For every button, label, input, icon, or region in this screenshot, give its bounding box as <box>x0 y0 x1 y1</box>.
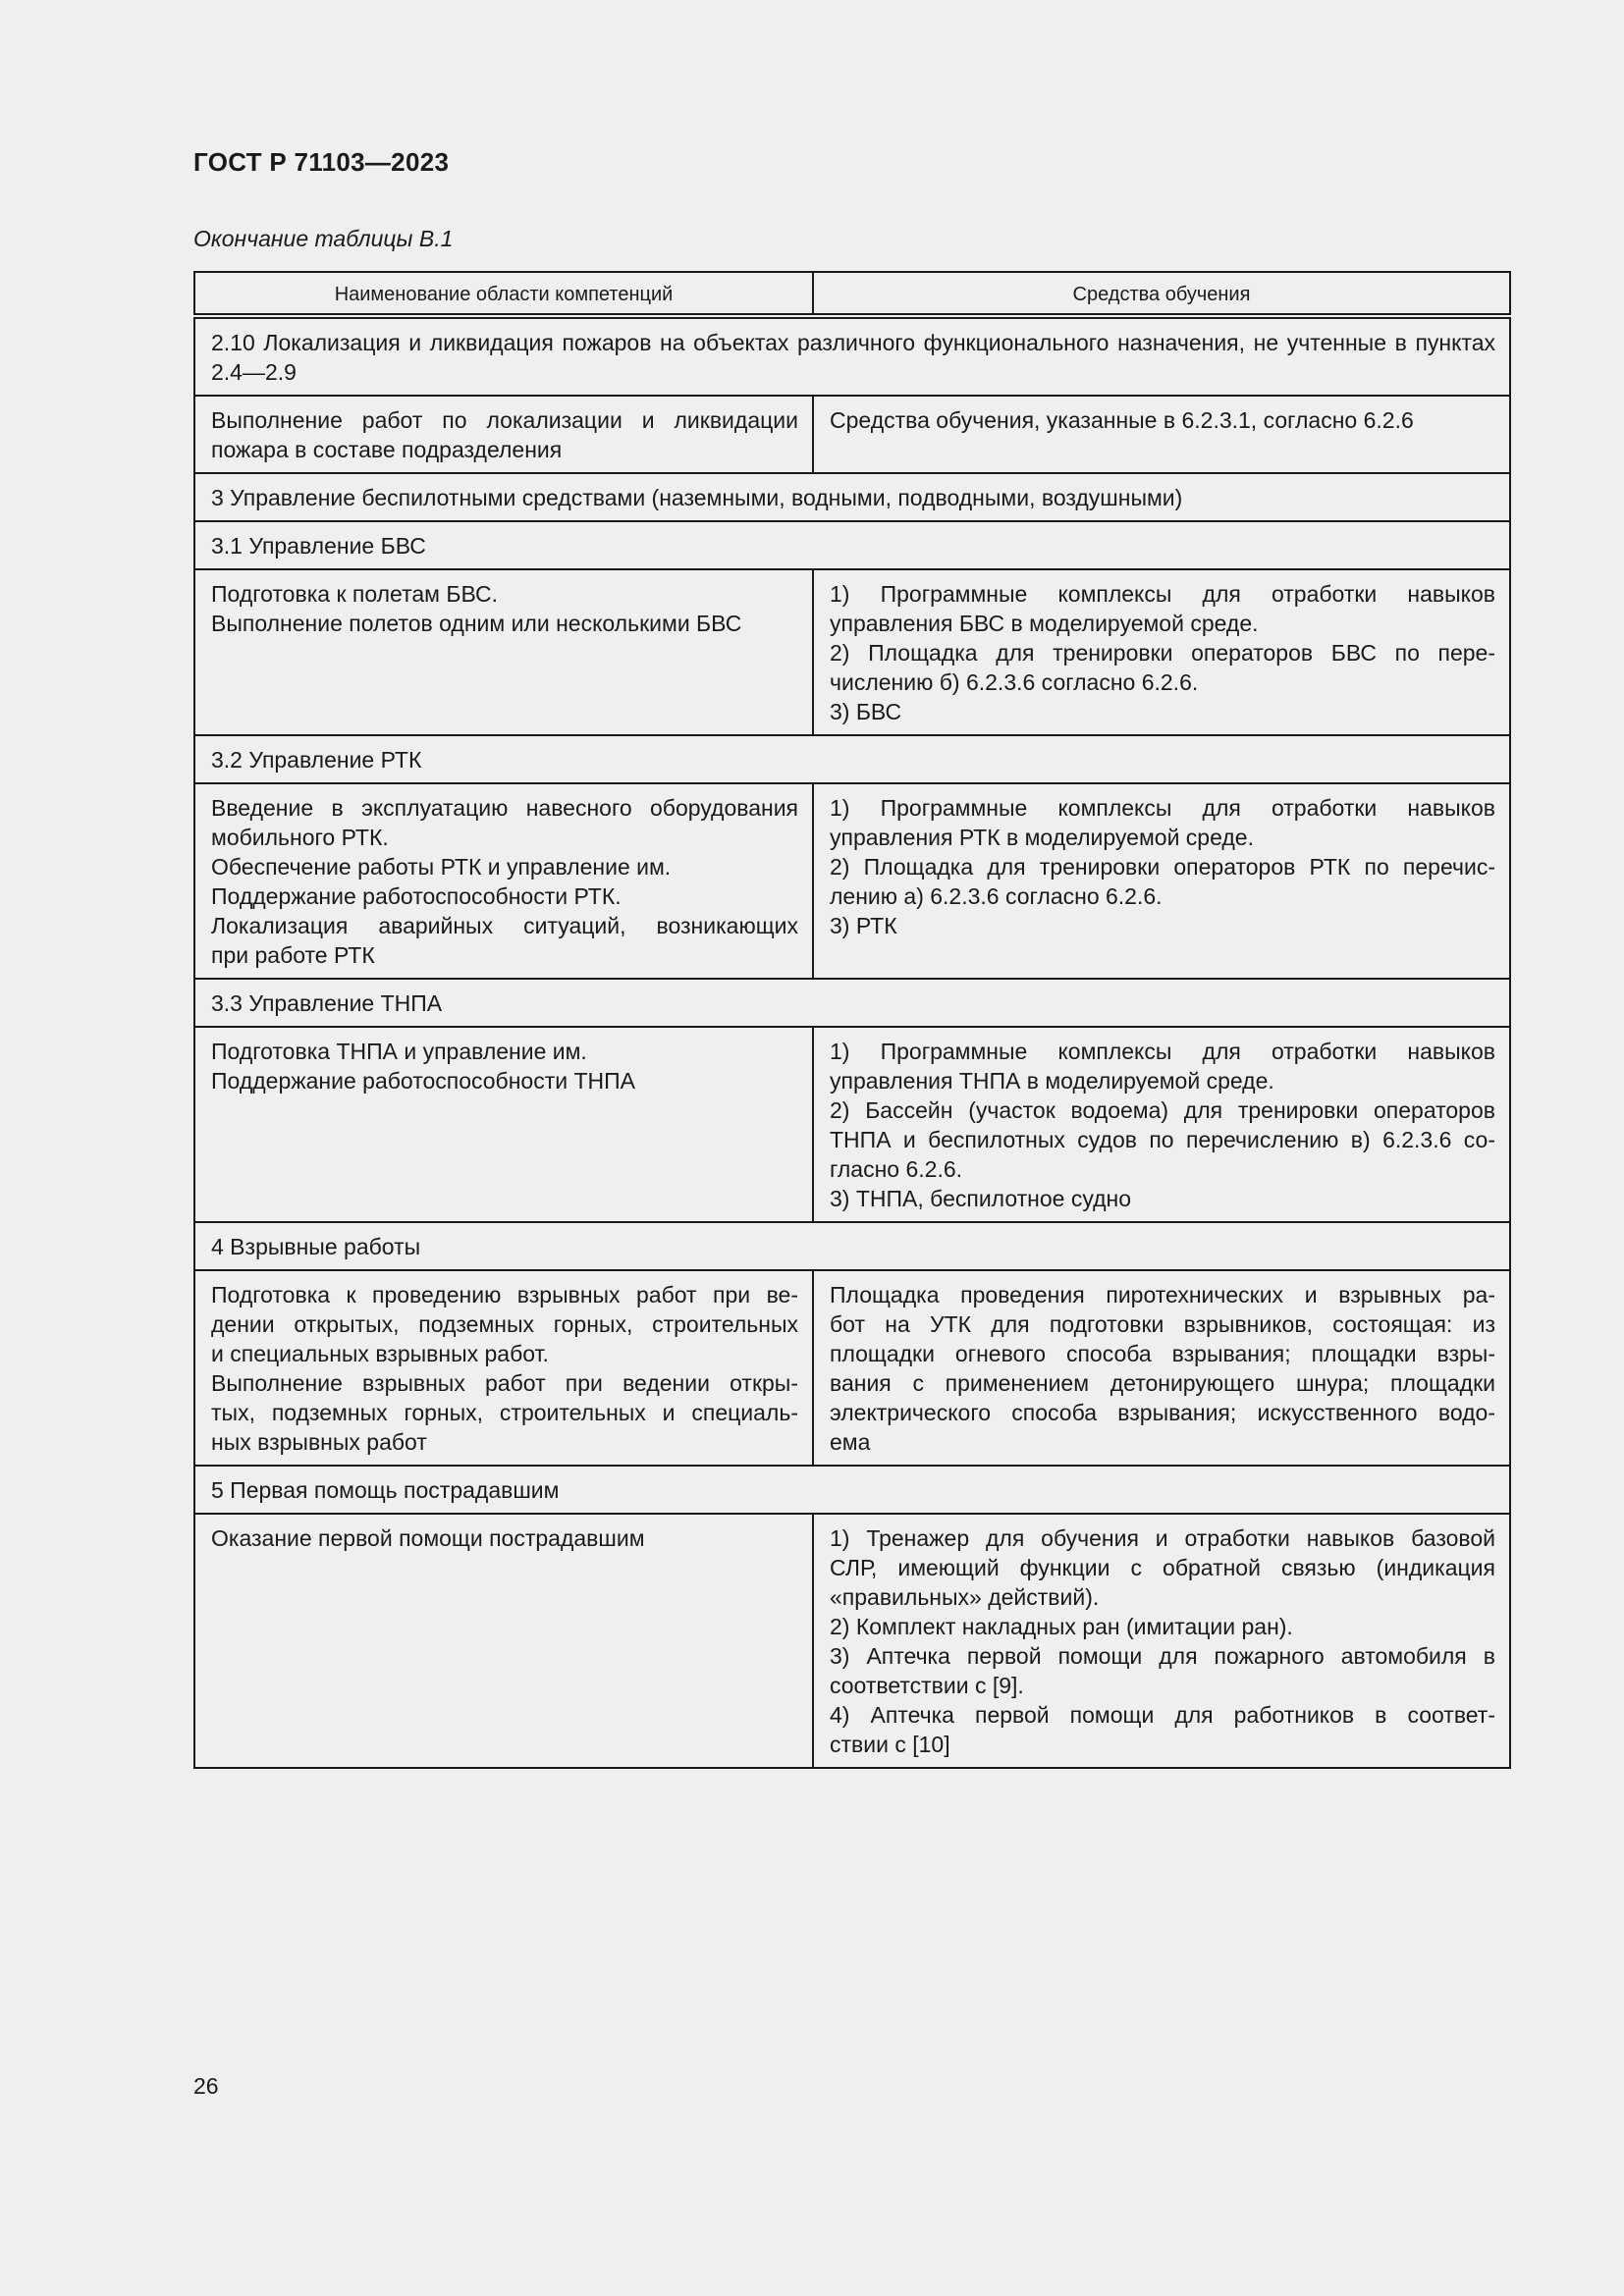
section-3-3-title: 3.3 Управление ТНПА <box>194 979 1510 1027</box>
text-line: Выполнение полетов одним или несколькими БВС <box>211 611 742 636</box>
page-number: 26 <box>193 2073 219 2099</box>
section-row <box>194 316 1510 396</box>
section-row <box>194 1222 1510 1270</box>
text-line: ствии с [10] <box>830 1732 950 1757</box>
text-line: 3) Аптечка первой помощи для пожарного автомобиля в <box>830 1643 1495 1669</box>
competence-cell <box>194 1027 813 1222</box>
text-line: управления РТК в моделируемой среде. <box>830 825 1254 850</box>
competence-cell: Оказание первой помощи пострадавшим <box>194 1514 813 1768</box>
competence-cell: Выполнение работ по локализации и ликвидации пожара в составе подразделения <box>194 396 813 473</box>
text-line: Подготовка к полетам БВС. <box>211 581 499 607</box>
text-line: 1) Тренажер для обучения и отработки навыков базовой <box>830 1525 1495 1551</box>
column-header-means: Средства обучения <box>813 272 1510 316</box>
section-row <box>194 979 1510 1027</box>
text-line: Выполнение взрывных работ при ведении откры- <box>211 1370 798 1396</box>
section-3-1-title: 3.1 Управление БВС <box>194 521 1510 569</box>
table-row <box>194 1027 1510 1222</box>
text-line: Введение в эксплуатацию навесного оборудования <box>211 795 798 821</box>
table-row <box>194 569 1510 735</box>
text-line: лению а) 6.2.3.6 согласно 6.2.6. <box>830 883 1163 909</box>
text-line: управления ТНПА в моделируемой среде. <box>830 1068 1274 1094</box>
text-line: 2) Площадка для тренировки операторов БВС по пере- <box>830 640 1495 666</box>
text-line: ема <box>830 1429 871 1455</box>
text-line: 3) РТК <box>830 913 897 938</box>
text-line: соответствии с [9]. <box>830 1673 1024 1698</box>
text-line: СЛР, имеющий функции с обратной связью (индикация <box>830 1555 1495 1580</box>
section-3-2-title: 3.2 Управление РТК <box>194 735 1510 783</box>
column-header-competence: Наименование области компетенций <box>194 272 813 316</box>
text-line: Поддержание работоспособности ТНПА <box>211 1068 636 1094</box>
section-5-title: 5 Первая помощь пострадавшим <box>194 1466 1510 1514</box>
text-line: электрического способа взрывания; искусственного водо- <box>830 1400 1495 1425</box>
text-line: мобильного РТК. <box>211 825 389 850</box>
document-title: ГОСТ Р 71103—2023 <box>193 147 450 177</box>
text-line: 2) Площадка для тренировки операторов РТК по перечис- <box>830 854 1495 880</box>
text-line: бот на УТК для подготовки взрывников, состоящая: из <box>830 1311 1495 1337</box>
text-line: вания с применением детонирующего шнура; площадки <box>830 1370 1495 1396</box>
means-cell <box>813 1270 1510 1466</box>
text-line: управления БВС в моделируемой среде. <box>830 611 1259 636</box>
means-cell <box>813 569 1510 735</box>
text-line: 3) ТНПА, беспилотное судно <box>830 1186 1131 1211</box>
means-cell <box>813 1027 1510 1222</box>
text-line: 3) БВС <box>830 699 902 724</box>
text-line: гласно 6.2.6. <box>830 1156 963 1182</box>
text-line: 2) Комплект накладных ран (имитации ран). <box>830 1614 1293 1639</box>
table-row <box>194 396 1510 473</box>
text-line: Подготовка к проведению взрывных работ при ве- <box>211 1282 798 1308</box>
table-row <box>194 1270 1510 1466</box>
text-line: дении открытых, подземных горных, строительных <box>211 1311 798 1337</box>
text-line: 2) Бассейн (участок водоема) для тренировки операторов <box>830 1097 1495 1123</box>
table-header-row <box>194 272 1510 316</box>
text-line: тых, подземных горных, строительных и специаль- <box>211 1400 798 1425</box>
text-line: 1) Программные комплексы для отработки навыков <box>830 1039 1495 1064</box>
text-line: ТНПА и беспилотных судов по перечислению в) 6.2.3.6 со- <box>830 1127 1495 1152</box>
table-row <box>194 1514 1510 1768</box>
section-row <box>194 1466 1510 1514</box>
text-line: площадки огневого способа взрывания; площадки взры- <box>830 1341 1495 1366</box>
text-line: и специальных взрывных работ. <box>211 1341 549 1366</box>
means-cell <box>813 783 1510 979</box>
means-cell <box>813 1514 1510 1768</box>
table-row <box>194 783 1510 979</box>
competence-cell <box>194 1270 813 1466</box>
competence-cell <box>194 783 813 979</box>
competence-cell <box>194 569 813 735</box>
section-row <box>194 473 1510 521</box>
text-line: ных взрывных работ <box>211 1429 427 1455</box>
section-row <box>194 521 1510 569</box>
text-line: Подготовка ТНПА и управление им. <box>211 1039 587 1064</box>
section-2-10-title: 2.10 Локализация и ликвидация пожаров на объектах различного функционального назначения, не учтенные в пунктах 2.4—2.9 <box>194 316 1510 396</box>
text-line: числению б) 6.2.3.6 согласно 6.2.6. <box>830 669 1199 695</box>
text-line: Площадка проведения пиротехнических и взрывных ра- <box>830 1282 1495 1308</box>
section-3-title: 3 Управление беспилотными средствами (наземными, водными, подводными, воздушными) <box>194 473 1510 521</box>
text-line: при работе РТК <box>211 942 375 968</box>
text-line: 1) Программные комплексы для отработки навыков <box>830 795 1495 821</box>
competence-table <box>193 271 1511 1769</box>
text-line: 4) Аптечка первой помощи для работников в соответ- <box>830 1702 1495 1728</box>
text-line: Локализация аварийных ситуаций, возникающих <box>211 913 798 938</box>
section-row <box>194 735 1510 783</box>
text-line: 1) Программные комплексы для отработки навыков <box>830 581 1495 607</box>
section-4-title: 4 Взрывные работы <box>194 1222 1510 1270</box>
table-caption: Окончание таблицы В.1 <box>193 226 454 251</box>
means-cell: Средства обучения, указанные в 6.2.3.1, согласно 6.2.6 <box>813 396 1510 473</box>
text-line: «правильных» действий). <box>830 1584 1100 1610</box>
text-line: Поддержание работоспособности РТК. <box>211 883 622 909</box>
text-line: Обеспечение работы РТК и управление им. <box>211 854 672 880</box>
